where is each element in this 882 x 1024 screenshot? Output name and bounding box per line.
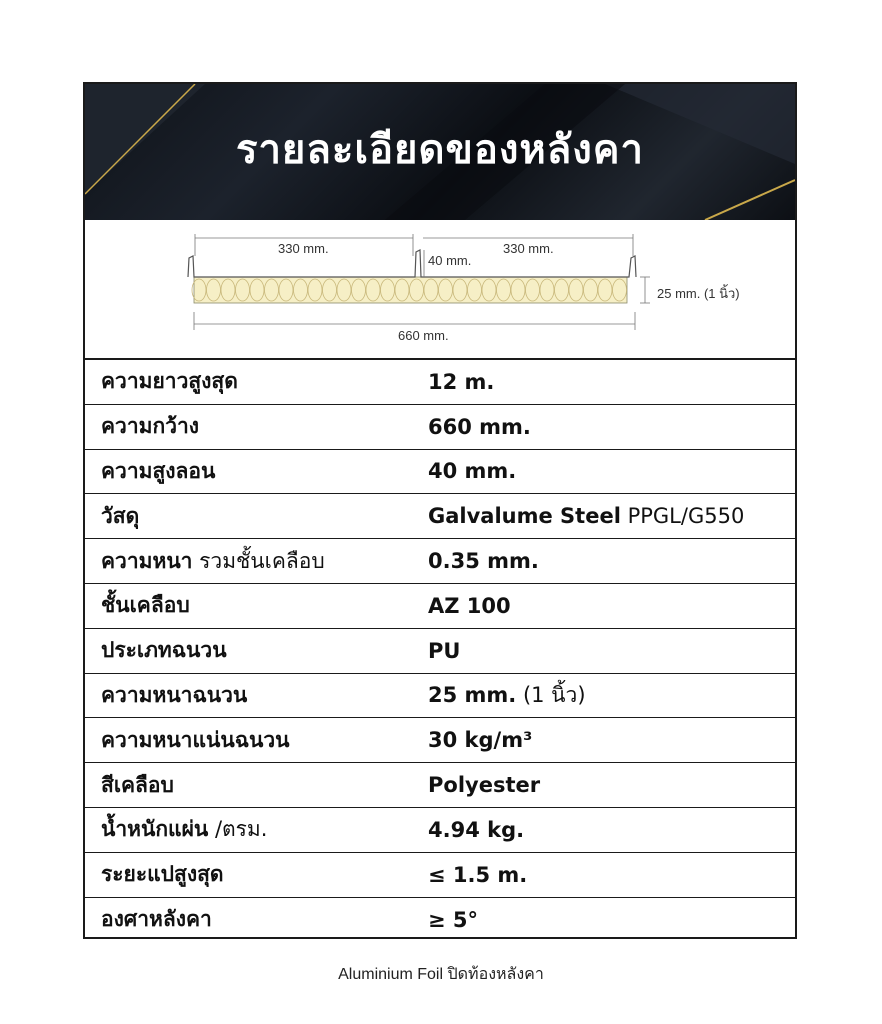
spec-value-main: 4.94 kg.	[428, 817, 525, 842]
spec-label	[85, 634, 428, 667]
spec-value	[428, 370, 494, 394]
spec-value-main: 660 mm.	[428, 414, 531, 439]
spec-value	[428, 773, 540, 797]
spec-label	[85, 500, 428, 533]
spec-label-main: ชั้นเคลือบ	[101, 593, 190, 618]
spec-value	[428, 908, 478, 932]
spec-row	[85, 584, 795, 629]
spec-label-main: วัสดุ	[101, 503, 140, 528]
spec-label-main: สีเคลือบ	[101, 772, 174, 797]
spec-row	[85, 674, 795, 719]
spec-value-main: 30 kg/m³	[428, 728, 533, 753]
spec-value-main: PU	[428, 638, 461, 663]
right-width-label: 330 mm.	[503, 241, 554, 256]
spec-value-main: 25 mm.	[428, 682, 517, 707]
spec-value	[428, 415, 531, 439]
spec-label	[85, 724, 428, 757]
spec-label	[85, 858, 428, 891]
spec-value-main: ≤ 1.5 m.	[428, 862, 528, 887]
footer-note: Aluminium Foil ปิดท้องหลังคา	[338, 966, 544, 983]
spec-value	[428, 594, 511, 618]
spec-label-main: ความหนาฉนวน	[101, 682, 248, 707]
spec-value-note: (1 นิ้ว)	[516, 682, 586, 707]
spec-label	[85, 813, 428, 846]
spec-label-main: ประเภทฉนวน	[101, 638, 227, 663]
spec-table	[85, 360, 795, 942]
spec-value	[428, 728, 532, 752]
spec-label-main: ระยะแปสูงสุด	[101, 862, 224, 887]
spec-label-main: ความยาวสูงสุด	[101, 369, 238, 394]
spec-label-main: ความกว้าง	[101, 414, 200, 439]
spec-label	[85, 903, 428, 936]
spec-label-main: น้ำหนักแผ่น	[101, 817, 209, 842]
spec-row	[85, 539, 795, 584]
spec-value	[428, 459, 516, 483]
spec-value	[428, 639, 460, 663]
spec-value-main: Polyester	[428, 773, 541, 798]
spec-label-note: /ตรม.	[208, 817, 268, 842]
spec-value-main: 40 mm.	[428, 459, 517, 484]
spec-value	[428, 863, 527, 887]
spec-row	[85, 853, 795, 898]
page-title: รายละเอียดของหลังคา	[235, 127, 644, 173]
spec-label	[85, 410, 428, 443]
total-width-label: 660 mm.	[398, 328, 449, 343]
panel-diagram	[85, 220, 795, 360]
spec-row	[85, 360, 795, 405]
spec-value-main: 12 m.	[428, 369, 495, 394]
spec-value-main: ≥ 5°	[428, 907, 479, 932]
spec-row	[85, 898, 795, 943]
spec-label-main: ความหนาแน่นฉนวน	[101, 727, 290, 752]
spec-card	[83, 82, 797, 939]
spec-value	[428, 504, 744, 528]
spec-label	[85, 589, 428, 622]
spec-label	[85, 679, 428, 712]
spec-value	[428, 549, 539, 573]
spec-row	[85, 808, 795, 853]
spec-value-main: AZ 100	[428, 593, 511, 618]
spec-label-note: รวมชั้นเคลือบ	[192, 548, 325, 573]
spec-value-main: 0.35 mm.	[428, 549, 539, 574]
spec-row	[85, 629, 795, 674]
left-width-label: 330 mm.	[278, 241, 329, 256]
spec-value	[428, 679, 586, 712]
spec-label	[85, 365, 428, 398]
spec-label-main: องศาหลังคา	[101, 907, 212, 932]
spec-row	[85, 405, 795, 450]
spec-label	[85, 769, 428, 802]
thickness-label: 25 mm. (1 นิ้ว)	[657, 286, 740, 301]
spec-row	[85, 763, 795, 808]
spec-label	[85, 455, 428, 488]
spec-label	[85, 545, 428, 578]
spec-value-note: PPGL/G550	[620, 504, 745, 529]
rib-height-label: 40 mm.	[428, 253, 472, 268]
spec-label-main: ความสูงลอน	[101, 458, 216, 483]
spec-value	[428, 818, 524, 842]
spec-row	[85, 450, 795, 495]
header-banner	[85, 84, 795, 220]
spec-label-main: ความหนา	[101, 548, 193, 573]
spec-row	[85, 494, 795, 539]
spec-row	[85, 718, 795, 763]
spec-value-main: Galvalume Steel	[428, 504, 621, 529]
